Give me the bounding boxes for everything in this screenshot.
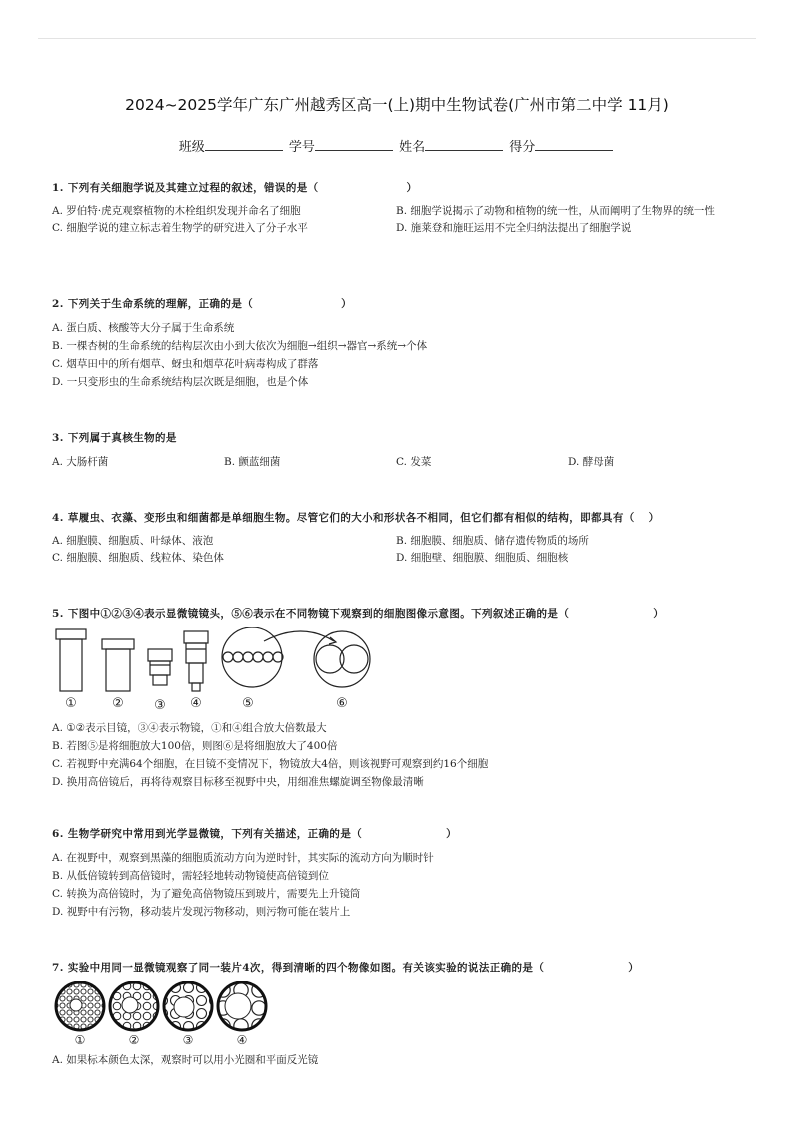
option-c[interactable]: C. 若视野中充满64个细胞，在目镜不变情况下，物镜放大4倍，则该视野可观察到约16个细胞 (52, 758, 489, 770)
id-blank[interactable] (315, 138, 393, 151)
option-a[interactable]: A. 细胞膜、细胞质、叶绿体、液泡 (52, 535, 214, 547)
figure-label: ⑤ (242, 696, 254, 711)
microscope-lens-figure (52, 627, 372, 713)
info-score-label: 得分 (509, 140, 536, 155)
question-stem: 4. 草履虫、衣藻、变形虫和细菌都是单细胞生物。尽管它们的大小和形状各不相同，但它们都有相似的结构，即都具有（ ） (52, 512, 660, 524)
question-7 (52, 960, 752, 1069)
option-c[interactable]: C. 细胞膜、细胞质、线粒体、染色体 (52, 552, 224, 564)
view-2-icon (110, 982, 158, 1030)
option-b[interactable]: B. 若图⑤是将细胞放大100倍，则图⑥是将细胞放大了400倍 (52, 740, 338, 752)
question-stem: 3. 下列属于真核生物的是 (52, 432, 177, 444)
figure-label: ⑥ (336, 696, 348, 711)
question-4 (52, 510, 752, 567)
option-c[interactable]: C. 发菜 (396, 456, 432, 468)
figure-label: ③ (182, 1033, 194, 1047)
question-stem: 5. 下图中①②③④表示显微镜镜头，⑤⑥表示在不同物镜下观察到的细胞图像示意图。下列叙述正确的是（ ） (52, 608, 665, 620)
option-d[interactable]: D. 酵母菌 (568, 456, 615, 468)
option-c[interactable]: C. 转换为高倍镜时，为了避免高倍物镜压到玻片，需要先上升镜筒 (52, 888, 361, 900)
option-d[interactable]: D. 换用高倍镜后，再将待观察目标移至视野中央，用细准焦螺旋调至物像最清晰 (52, 776, 424, 788)
cell-view-5-icon (222, 627, 336, 687)
option-c[interactable]: C. 烟草田中的所有烟草、蚜虫和烟草花叶病毒构成了群落 (52, 358, 319, 370)
question-6 (52, 826, 752, 921)
view-1-icon (56, 982, 104, 1030)
option-a[interactable]: A. 如果标本颜色太深，观察时可以用小光圈和平面反光镜 (52, 1054, 319, 1066)
cell-view-6-icon (314, 631, 370, 687)
option-d[interactable]: D. 一只变形虫的生命系统结构层次既是细胞，也是个体 (52, 376, 309, 388)
question-stem: 2. 下列关于生命系统的理解，正确的是（ ） (52, 298, 353, 310)
figure-label: ① (74, 1033, 86, 1047)
info-class-label: 班级 (178, 140, 205, 155)
question-stem: 7. 实验中用同一显微镜观察了同一装片4次，得到清晰的四个物像如图。有关该实验的说法正确的是（ ） (52, 962, 640, 974)
option-d[interactable]: D. 视野中有污物，移动装片发现污物移动，则污物可能在装片上 (52, 906, 351, 918)
student-info-line (0, 136, 794, 155)
question-3 (52, 430, 752, 471)
microscope-views-figure (52, 981, 292, 1047)
figure-label: ④ (190, 696, 202, 711)
option-b[interactable]: B. 颤蓝细菌 (224, 456, 281, 468)
question-5 (52, 606, 752, 791)
option-a[interactable]: A. 在视野中，观察到黑藻的细胞质流动方向为逆时针，其实际的流动方向为顺时针 (52, 852, 434, 864)
option-b[interactable]: B. 从低倍镜转到高倍镜时，需轻轻地转动物镜使高倍镜到位 (52, 870, 329, 882)
exam-title: 2024~2025学年广东广州越秀区高一(上)期中生物试卷(广州市第二中学 11月) (125, 96, 669, 114)
question-stem: 6. 生物学研究中常用到光学显微镜，下列有关描述，正确的是（ ） (52, 828, 458, 840)
info-name-label: 姓名 (399, 140, 426, 155)
figure-label: ② (112, 696, 124, 711)
name-blank[interactable] (425, 138, 503, 151)
question-2 (52, 296, 752, 391)
question-stem: 1. 下列有关细胞学说及其建立过程的叙述，错误的是（ ） (52, 182, 418, 194)
figure-label: ② (128, 1033, 140, 1047)
option-a[interactable]: A. 蛋白质、核酸等大分子属于生命系统 (52, 322, 235, 334)
figure-label: ① (65, 696, 77, 711)
option-b[interactable]: B. 一棵杏树的生命系统的结构层次由小到大依次为细胞→组织→器官→系统→个体 (52, 340, 428, 352)
figure-label: ④ (236, 1033, 248, 1047)
option-c[interactable]: C. 细胞学说的建立标志着生物学的研究进入了分子水平 (52, 222, 308, 234)
objective-lens-4-icon (184, 631, 208, 691)
option-a[interactable]: A. 大肠杆菌 (52, 456, 109, 468)
option-a[interactable]: A. ①②表示目镜，③④表示物镜，①和④组合放大倍数最大 (52, 722, 327, 734)
view-4-icon (218, 982, 266, 1030)
eyepiece-lens-1-icon (56, 629, 86, 691)
header-rule (38, 38, 756, 39)
option-d[interactable]: D. 施莱登和施旺运用不完全归纳法提出了细胞学说 (396, 222, 632, 234)
info-id-label: 学号 (288, 140, 315, 155)
objective-lens-3-icon (148, 649, 172, 685)
eyepiece-lens-2-icon (102, 639, 134, 691)
option-a[interactable]: A. 罗伯特·虎克观察植物的木栓组织发现并命名了细胞 (52, 205, 301, 217)
option-d[interactable]: D. 细胞壁、细胞膜、细胞质、细胞核 (396, 552, 569, 564)
score-blank[interactable] (535, 138, 613, 151)
option-b[interactable]: B. 细胞膜、细胞质、储存遗传物质的场所 (396, 535, 589, 547)
question-1 (52, 180, 752, 237)
option-b[interactable]: B. 细胞学说揭示了动物和植物的统一性，从而阐明了生物界的统一性 (396, 205, 715, 217)
view-3-icon (164, 982, 212, 1030)
figure-label: ③ (154, 698, 166, 713)
class-blank[interactable] (205, 138, 283, 151)
